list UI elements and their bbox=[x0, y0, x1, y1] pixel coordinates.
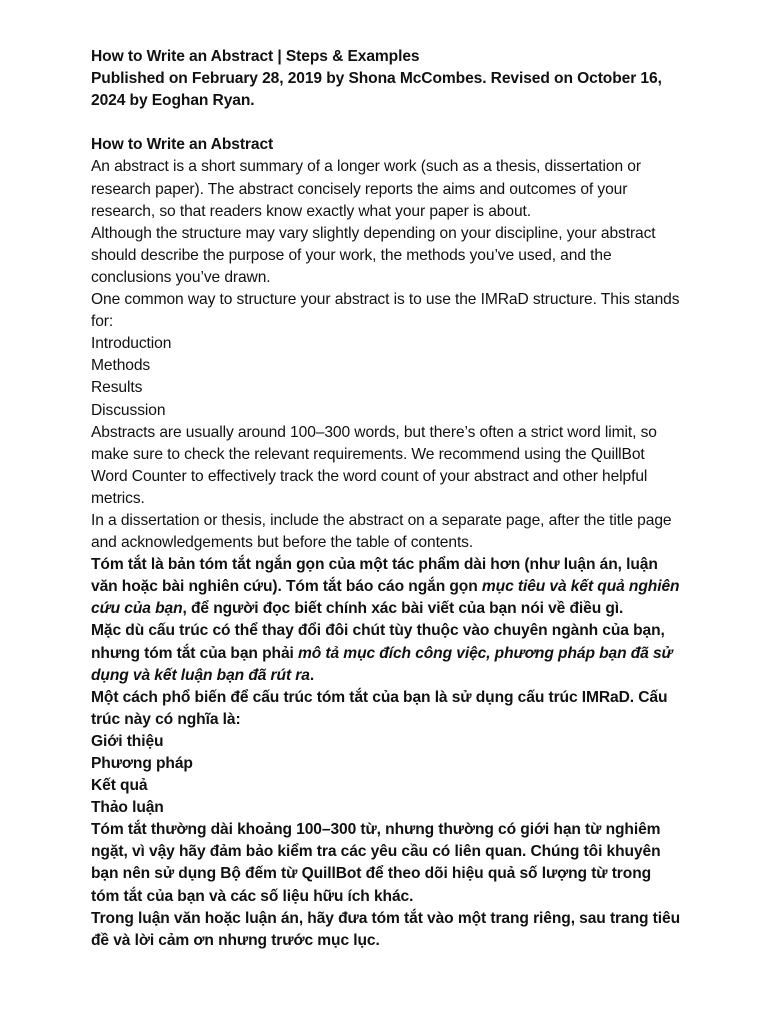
vietnamese-imrad-item-introduction: Giới thiệu bbox=[91, 732, 164, 750]
document-page bbox=[91, 46, 683, 952]
english-paragraph-word-limit: Abstracts are usually around 100–300 words, but there’s often a strict word limit, so make sure to check the relevant requirements. We recommend using the QuillBot Word Counter to effectively track the word count of your abstract and other helpful metrics. bbox=[91, 423, 657, 507]
vietnamese-emphasis: mô tả mục đích công việc, phương pháp bạn đã sử dụng và kết luận bạn đã rút ra bbox=[91, 644, 673, 684]
vietnamese-emphasis: mục tiêu và kết quả nghiên cứu của bạn bbox=[91, 578, 680, 618]
vietnamese-text: Tóm tắt là bản tóm tắt ngắn gọn của một tác phẩm dài hơn (như luận án, luận văn hoặc bài nghiên cứu). Tóm tắt báo cáo ngắn gọn bbox=[91, 556, 658, 596]
english-paragraph-structure: Although the structure may vary slightly depending on your discipline, your abstract should describe the purpose of your work, the methods you’ve used, and the conclusions you’ve drawn. bbox=[91, 224, 656, 286]
english-imrad-item-introduction: Introduction bbox=[91, 335, 172, 353]
vietnamese-paragraph-definition bbox=[91, 554, 683, 620]
vietnamese-imrad-item-discussion: Thảo luận bbox=[91, 799, 164, 817]
vietnamese-paragraph-imrad-intro: Một cách phổ biến để cấu trúc tóm tắt của bạn là sử dụng cấu trúc IMRaD. Cấu trúc này có nghĩa là: bbox=[91, 688, 668, 728]
vietnamese-text: , để người đọc biết chính xác bài viết của bạn nói về điều gì. bbox=[182, 600, 624, 618]
vietnamese-paragraph-placement: Trong luận văn hoặc luận án, hãy đưa tóm tắt vào một trang riêng, sau trang tiêu đề và lời cảm ơn nhưng trước mục lục. bbox=[91, 909, 681, 949]
vietnamese-text: Mặc dù cấu trúc có thể thay đổi đôi chút tùy thuộc vào chuyên ngành của bạn, nhưng tóm tắt của bạn phải bbox=[91, 622, 665, 662]
vietnamese-imrad-item-results: Kết quả bbox=[91, 777, 148, 795]
english-paragraph-placement: In a dissertation or thesis, include the abstract on a separate page, after the title page and acknowledgements but before the table of contents. bbox=[91, 511, 672, 552]
document-title: How to Write an Abstract | Steps & Examples bbox=[91, 48, 420, 65]
english-paragraph-definition: An abstract is a short summary of a longer work (such as a thesis, dissertation or research paper). The abstract concisely reports the aims and outcomes of your research, so that readers know exactly what your paper is about. bbox=[91, 158, 641, 220]
blank-line bbox=[91, 112, 683, 134]
vietnamese-text: . bbox=[309, 666, 315, 684]
english-imrad-item-methods: Methods bbox=[91, 357, 151, 375]
english-imrad-item-discussion: Discussion bbox=[91, 401, 166, 419]
section-heading: How to Write an Abstract bbox=[91, 136, 274, 154]
publication-byline: Published on February 28, 2019 by Shona McCombes. Revised on October 16, 2024 by Eoghan Ryan. bbox=[91, 70, 662, 110]
vietnamese-paragraph-structure bbox=[91, 620, 683, 686]
english-imrad-item-results: Results bbox=[91, 379, 143, 397]
vietnamese-imrad-item-methods: Phương pháp bbox=[91, 755, 193, 772]
english-paragraph-imrad-intro: One common way to structure your abstract is to use the IMRaD structure. This stands for: bbox=[91, 291, 680, 331]
vietnamese-paragraph-word-limit: Tóm tắt thường dài khoảng 100–300 từ, nhưng thường có giới hạn từ nghiêm ngặt, vì vậy hãy đảm bảo kiểm tra các yêu cầu có liên quan. Chúng tôi khuyên bạn nên sử dụng Bộ đếm từ QuillBot để theo dõi hiệu quả số lượng từ trong tóm tắt của bạn và các số liệu hữu ích khác. bbox=[91, 821, 661, 905]
